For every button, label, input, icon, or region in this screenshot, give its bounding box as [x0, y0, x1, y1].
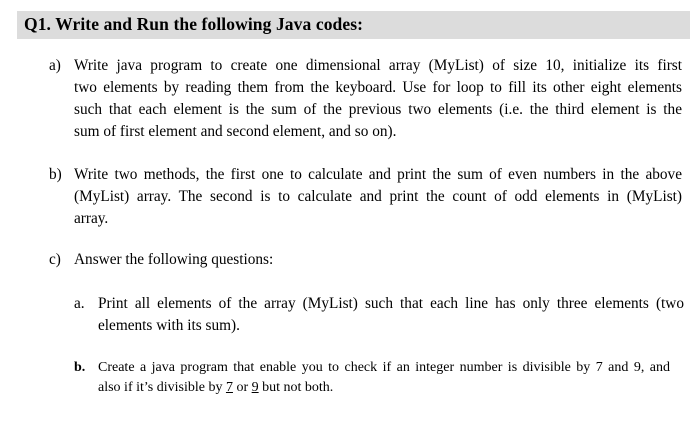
question-title: Q1. Write and Run the following Java codes: [24, 14, 364, 34]
subitem-c-b-line-2-prefix: also if it’s divisible by [98, 380, 226, 395]
subitem-c-b-text [98, 358, 670, 398]
subitem-c-b-line-2-suffix: but not both. [258, 380, 334, 395]
subitem-c-b-line-2-mid: or [232, 380, 252, 395]
item-b-marker: b) [49, 166, 62, 183]
subitem-c-b-number-9: 9 [251, 380, 259, 395]
subitem-c-b-line-2 [98, 378, 670, 398]
item-c-line-1: Answer the following questions: [74, 251, 274, 268]
item-b-line-3: array. [74, 210, 109, 227]
item-a-line-4: sum of first element and second element, and so on). [74, 123, 397, 140]
subitem-c-a-text [98, 293, 684, 337]
item-a-marker: a) [49, 57, 61, 74]
item-a-text [74, 55, 682, 143]
item-b-line-1: Write two methods, the first one to calculate and print the sum of even numbers in the above [74, 166, 682, 183]
subitem-c-a-marker: a. [74, 295, 85, 312]
item-a-line-2: two elements by reading them from the keyboard. Use for loop to fill its other eight elements [74, 79, 682, 96]
subitem-c-b-number-7: 7 [225, 380, 233, 395]
item-b-text [74, 164, 682, 230]
item-c-marker: c) [49, 251, 61, 268]
subitem-c-a-line-2: elements with its sum). [98, 317, 240, 334]
subitem-c-a-line-1: Print all elements of the array (MyList) such that each line has only three elements (two [98, 295, 684, 312]
item-c-text [74, 249, 574, 271]
item-a-line-1: Write java program to create one dimensional array (MyList) of size 10, initialize its first [74, 57, 682, 74]
item-b-line-2: (MyList) array. The second is to calculate and print the count of odd elements in (MyList) [74, 188, 682, 205]
subitem-c-b-line-1: Create a java program that enable you to check if an integer number is divisible by 7 and 9, and [98, 360, 670, 375]
subitem-c-b-marker: b. [74, 360, 86, 375]
item-a-line-3: such that each element is the sum of the previous two elements (i.e. the third element is the [74, 101, 682, 118]
